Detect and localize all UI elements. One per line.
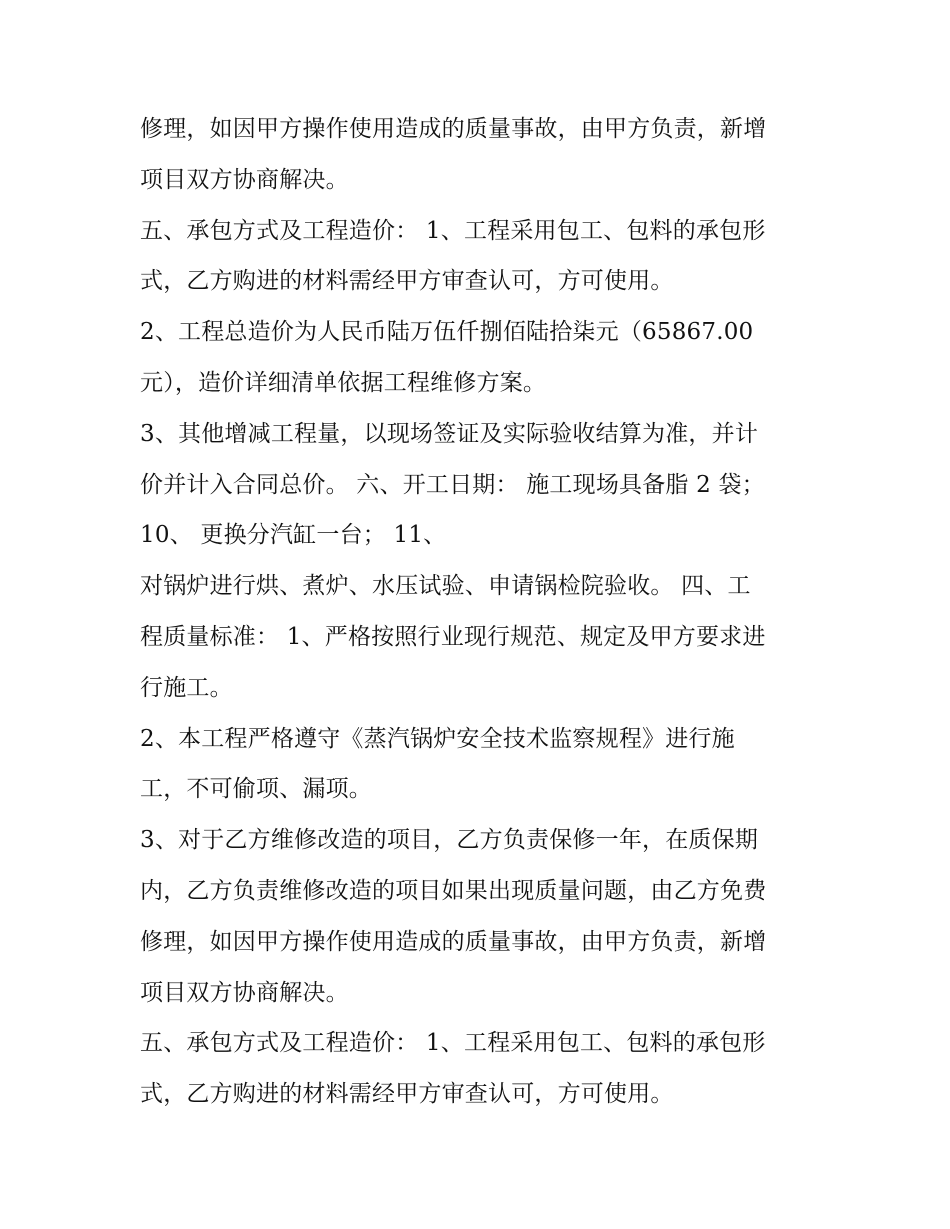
text-line: 式，乙方购进的材料需经甲方审查认可，方可使用。 [140,1081,674,1108]
text-line: 2、工程总造价为人民币陆万伍仟捌佰陆拾柒元（65867.00 [140,319,754,346]
text-line: 3、其他增减工程量，以现场签证及实际验收结算为准，并计 [140,420,759,447]
document-body [140,104,830,1120]
text-line: 行施工。 [140,674,233,701]
text-line: 修理，如因甲方操作使用造成的质量事故，由甲方负责，新增 [140,116,767,142]
text-line: 项目双方协商解决。 [140,166,349,193]
text-line: 修理，如因甲方操作使用造成的质量事故，由甲方负责，新增 [140,928,767,955]
text-line: 式，乙方购进的材料需经甲方审查认可，方可使用。 [140,268,674,295]
text-line: 五、承包方式及工程造价： 1、工程采用包工、包料的承包形 [140,1030,766,1057]
text-line: 工，不可偷项、漏项。 [140,776,372,803]
text-line: 项目双方协商解决。 [140,979,349,1006]
text-line: 10、 更换分汽缸一台； 11、 [140,522,447,549]
text-line: 3、对于乙方维修改造的项目，乙方负责保修一年，在质保期 [140,827,759,854]
text-line: 五、承包方式及工程造价： 1、工程采用包工、包料的承包形 [140,217,766,244]
text-line: 对锅炉进行烘、煮炉、水压试验、申请锅检院验收。 四、工 [140,573,751,600]
text-line: 2、本工程严格遵守《蒸汽锅炉安全技术监察规程》进行施 [140,725,735,752]
text-line: 价并计入合同总价。 六、开工日期： 施工现场具备脂 2 袋； [140,471,765,498]
text-line: 元），造价详细清单依据工程维修方案。 [140,369,547,396]
text-line: 内，乙方负责维修改造的项目如果出现质量问题，由乙方免费 [140,877,767,904]
text-line: 程质量标准： 1、严格按照行业现行规范、规定及甲方要求进 [140,623,766,650]
